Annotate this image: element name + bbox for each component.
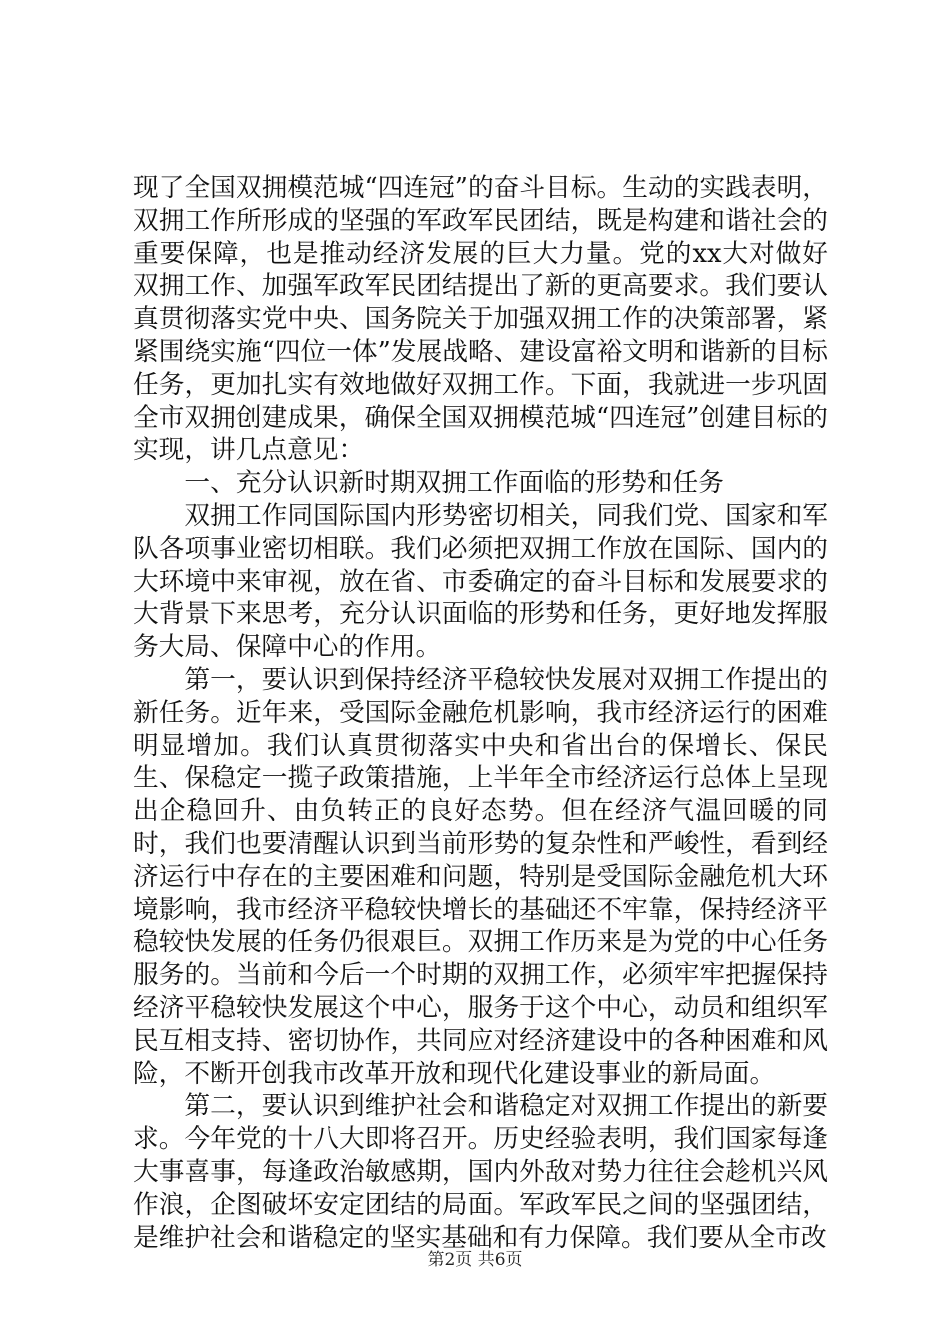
- paragraph-continuation: 现了全国双拥模范城“四连冠”的奋斗目标。生动的实践表明，双拥工作所形成的坚强的军政军民团结，既是构建和谐社会的重要保障，也是推动经济发展的巨大力量。党的xx大对做好双拥工作、加强军政军民团结提出了新的更高要求。我们要认真贯彻落实党中央、国务院关于加强双拥工作的决策部署，紧紧围绕实施“四位一体”发展战略、建设富裕文明和谐新的目标任务，更加扎实有效地做好双拥工作。下面，我就进一步巩固全市双拥创建成果，确保全国双拥模范城“四连冠”创建目标的实现，讲几点意见：: [133, 173, 828, 466]
- paragraph: 第一，要认识到保持经济平稳较快发展对双拥工作提出的新任务。近年来，受国际金融危机影响，我市经济运行的困难明显增加。我们认真贯彻落实中央和省出台的保增长、保民生、保稳定一揽子政策措施，上半年全市经济运行总体上呈现出企稳回升、由负转正的良好态势。但在经济气温回暖的同时，我们也要清醒认识到当前形势的复杂性和严峻性，看到经济运行中存在的主要困难和问题，特别是受国际金融危机大环境影响，我市经济平稳较快增长的基础还不牢靠，保持经济平稳较快发展的任务仍很艰巨。双拥工作历来是为党的中心任务服务的。当前和今后一个时期的双拥工作，必须牢牢把握保持经济平稳较快发展这个中心，服务于这个中心，动员和组织军民互相支持、密切协作，共同应对经济建设中的各种困难和风险，不断开创我市改革开放和现代化建设事业的新局面。: [133, 664, 828, 1089]
- page-number-footer: 第2页 共6页: [427, 1250, 523, 1270]
- paragraph: 第二，要认识到维护社会和谐稳定对双拥工作提出的新要求。今年党的十八大即将召开。历史经验表明，我们国家每逢大事喜事，每逢政治敏感期，国内外敌对势力往往会趁机兴风作浪，企图破坏安定团结的局面。军政军民之间的坚强团结，是维护社会和谐稳定的坚实基础和有力保障。我们要从全市改: [133, 1091, 828, 1253]
- section-heading: 一、充分认识新时期双拥工作面临的形势和任务: [184, 468, 724, 499]
- document-body: [133, 172, 828, 1254]
- paragraph: 双拥工作同国际国内形势密切相关，同我们党、国家和军队各项事业密切相联。我们必须把双拥工作放在国际、国内的大环境中来审视，放在省、市委确定的奋斗目标和发展要求的大背景下来思考，充分认识面临的形势和任务，更好地发挥服务大局、保障中心的作用。: [133, 500, 828, 663]
